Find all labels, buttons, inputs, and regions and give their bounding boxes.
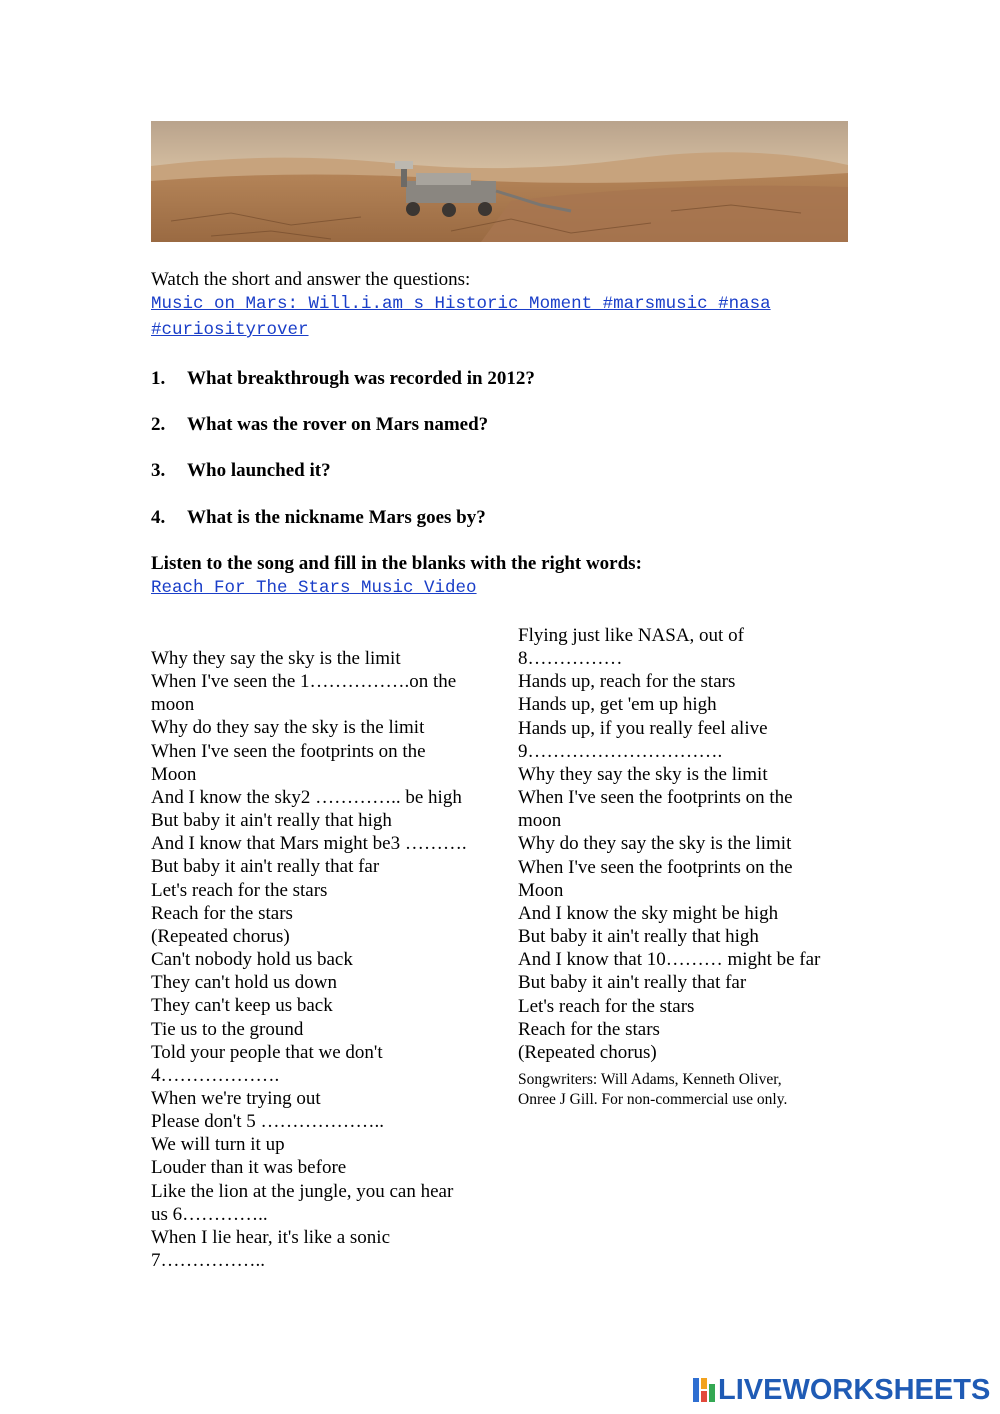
lyric-line: And I know that 10……… might be far xyxy=(518,949,821,971)
question-3 xyxy=(151,459,331,482)
question-number: 2. xyxy=(151,414,166,435)
liveworksheets-logo-icon xyxy=(693,1378,715,1402)
question-number: 3. xyxy=(151,460,166,481)
lyric-line: Hands up, if you really feel alive xyxy=(518,717,768,739)
lyric-line: When I've seen the footprints on the xyxy=(151,740,426,762)
lyric-line: 8…………… xyxy=(518,648,623,670)
lyric-line: (Repeated chorus) xyxy=(518,1041,657,1063)
lyric-line: Reach for the stars xyxy=(151,902,293,924)
song-video-link[interactable]: Reach For The Stars Music Video xyxy=(151,578,477,598)
song-instruction: Listen to the song and fill in the blanks with the right words: xyxy=(151,553,642,574)
lyric-line: But baby it ain't really that far xyxy=(151,856,380,878)
question-1 xyxy=(151,367,535,390)
lyric-line: But baby it ain't really that far xyxy=(518,972,747,994)
mars-rover-banner-image xyxy=(151,121,848,242)
lyric-line: We will turn it up xyxy=(151,1134,285,1156)
lyric-line: When we're trying out xyxy=(151,1087,321,1109)
lyric-line: Why do they say the sky is the limit xyxy=(151,717,425,739)
video-link-continued[interactable] xyxy=(151,319,309,342)
question-4 xyxy=(151,506,486,529)
lyric-line: Moon xyxy=(518,879,564,901)
lyric-line: And I know the sky might be high xyxy=(518,902,779,924)
lyric-line: moon xyxy=(151,694,195,716)
lyric-line: Flying just like NASA, out of xyxy=(518,625,744,646)
question-text: Who launched it? xyxy=(187,460,331,481)
video-link[interactable] xyxy=(151,293,771,316)
lyric-line: 9…………………………. xyxy=(518,740,723,762)
question-number: 1. xyxy=(151,368,166,389)
lyric-line: moon xyxy=(518,810,562,832)
songwriter-credits xyxy=(518,1070,838,1110)
lyric-line: us 6………….. xyxy=(151,1203,268,1225)
lyric-line: Let's reach for the stars xyxy=(151,879,328,901)
lyric-line: When I've seen the footprints on the xyxy=(518,856,793,878)
lyric-line: Hands up, get 'em up high xyxy=(518,694,717,716)
lyrics-right-column xyxy=(518,624,820,1064)
lyric-line: Tie us to the ground xyxy=(151,1018,304,1040)
question-text: What breakthrough was recorded in 2012? xyxy=(187,368,535,389)
lyric-line: Moon xyxy=(151,763,197,785)
liveworksheets-logo[interactable] xyxy=(693,1373,990,1407)
lyric-line: Can't nobody hold us back xyxy=(151,949,353,971)
question-text: What was the rover on Mars named? xyxy=(187,414,489,435)
question-2 xyxy=(151,413,488,436)
lyric-line: Hands up, reach for the stars xyxy=(518,671,736,693)
credits-line: Onree J Gill. For non-commercial use only. xyxy=(518,1091,788,1108)
mars-landscape-illustration xyxy=(151,121,848,242)
lyric-line: When I lie hear, it's like a sonic xyxy=(151,1226,391,1248)
video-link-line1[interactable]: Music on Mars: Will.i.am s Historic Moment #marsmusic #nasa xyxy=(151,294,771,314)
question-text: What is the nickname Mars goes by? xyxy=(187,507,486,528)
lyric-line: (Repeated chorus) xyxy=(151,925,290,947)
lyric-line: 4………………. xyxy=(151,1064,280,1086)
lyric-line: When I've seen the footprints on the xyxy=(518,787,793,809)
lyric-line: But baby it ain't really that high xyxy=(151,810,392,832)
lyric-line: Why they say the sky is the limit xyxy=(518,763,768,785)
lyrics-left-column xyxy=(151,647,467,1272)
credits-line: Songwriters: Will Adams, Kenneth Oliver, xyxy=(518,1071,782,1088)
lyric-line: Like the lion at the jungle, you can hear xyxy=(151,1180,454,1202)
lyric-line: Let's reach for the stars xyxy=(518,995,695,1017)
lyric-line: But baby it ain't really that high xyxy=(518,926,759,948)
lyric-line: Louder than it was before xyxy=(151,1157,347,1179)
lyric-line: And I know that Mars might be3 ………. xyxy=(151,833,467,855)
lyric-line: Reach for the stars xyxy=(518,1018,660,1040)
lyric-line: Why do they say the sky is the limit xyxy=(518,833,792,855)
lyric-line: Why they say the sky is the limit xyxy=(151,648,401,669)
lyric-line: 7…………….. xyxy=(151,1250,265,1272)
question-number: 4. xyxy=(151,507,166,528)
watch-instruction: Watch the short and answer the questions: xyxy=(151,269,471,290)
lyric-line: They can't keep us back xyxy=(151,995,333,1017)
brand-name: LIVEWORKSHEETS xyxy=(718,1373,991,1406)
lyric-line: When I've seen the 1…………….on the xyxy=(151,671,457,693)
lyric-line: Please don't 5 ……………….. xyxy=(151,1111,384,1133)
lyric-line: And I know the sky2 ………….. be high xyxy=(151,786,462,808)
lyric-line: They can't hold us down xyxy=(151,972,338,994)
lyric-line: Told your people that we don't xyxy=(151,1041,383,1063)
video-link-line2[interactable]: #curiosityrover xyxy=(151,320,309,340)
